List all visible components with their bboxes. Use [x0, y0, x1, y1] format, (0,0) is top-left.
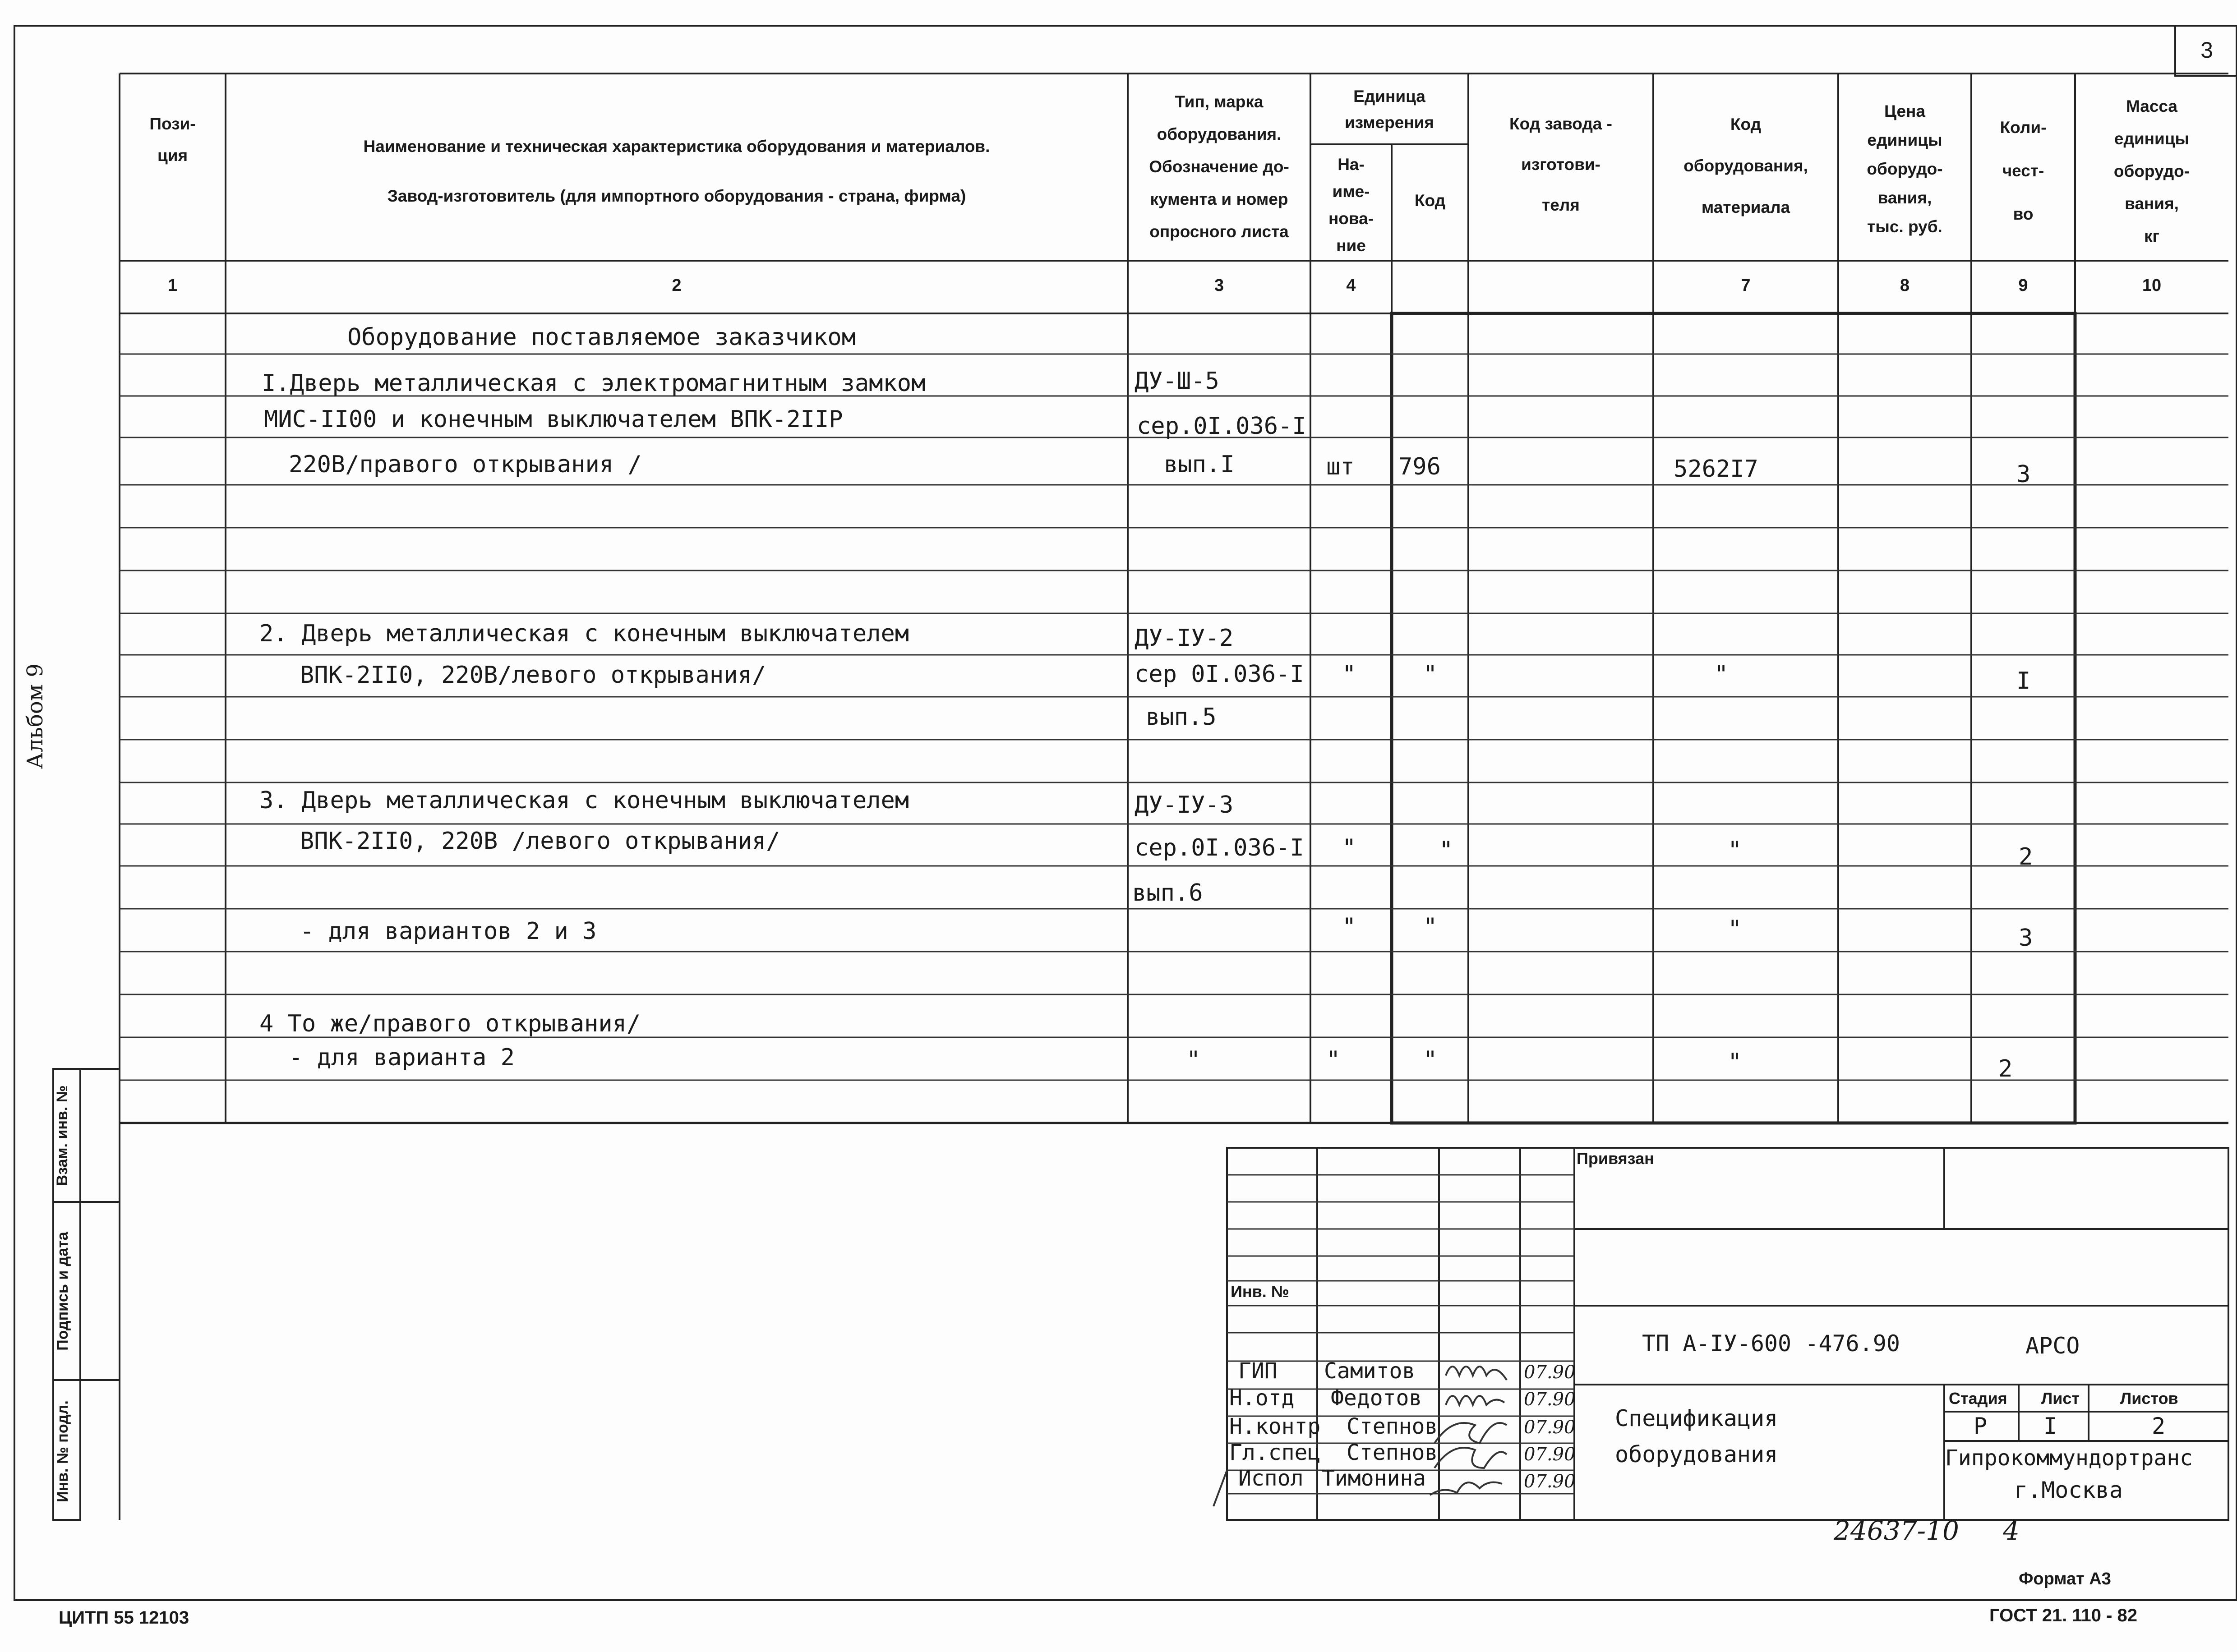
row4-name-a: 4 То же/правого открывания/	[259, 1010, 641, 1037]
col-number-3: 3	[1214, 276, 1224, 295]
gost-label: ГОСТ 21. 110 - 82	[1989, 1606, 2137, 1625]
citp-label: ЦИТП 55 12103	[59, 1608, 189, 1628]
row4-material-code: "	[1728, 1049, 1742, 1076]
row2-unit: "	[1342, 661, 1356, 688]
header-material-code: Код оборудования, материала	[1684, 115, 1808, 216]
doc-title: Спецификация оборудования	[1615, 1405, 1778, 1468]
name-samitov: Самитов	[1324, 1358, 1416, 1384]
role-n-kontr: Н.контр	[1229, 1414, 1321, 1439]
row2-material-code: "	[1714, 661, 1729, 688]
row1-name-c: 220В/правого открывания /	[289, 451, 642, 478]
col-number-10: 10	[2142, 276, 2162, 295]
row2-name-a: 2. Дверь металлическая с конечным выключателем	[259, 620, 909, 647]
handwritten-archive-number: 24637-10	[1834, 1515, 1959, 1546]
name-stepnov-2: Степнов	[1347, 1440, 1438, 1465]
org-city: г.Москва	[2014, 1477, 2123, 1503]
role-n-otd: Н.отд	[1229, 1385, 1295, 1411]
header-unit-code: Код	[1414, 191, 1446, 210]
row3-type-c: вып.6	[1132, 879, 1203, 907]
row1-name-a: I.Дверь металлическая с электромагнитным замком	[262, 370, 926, 397]
col-number-9: 9	[2018, 276, 2028, 295]
row4-quantity: 2	[1998, 1055, 2013, 1082]
margin-inv-podl: Инв. № подл.	[54, 1400, 71, 1502]
row1-type-c: вып.I	[1164, 451, 1235, 478]
col-number-7: 7	[1741, 276, 1751, 295]
date-3: 07.90	[1524, 1417, 1576, 1438]
margin-podpis-data: Подпись и дата	[54, 1232, 71, 1351]
margin-vzam-inv: Взам. инв. №	[54, 1085, 71, 1186]
section-title: Оборудование поставляемое заказчиком	[347, 324, 856, 351]
date-5: 07.90	[1524, 1471, 1576, 1492]
row3b-code: "	[1423, 913, 1438, 940]
row3-name-a: 3. Дверь металлическая с конечным выключателем	[259, 787, 909, 814]
row4-type: "	[1186, 1046, 1201, 1073]
doc-designation: ТП А-IУ-600 -476.90	[1642, 1330, 1900, 1357]
col-number-1: 1	[167, 276, 178, 295]
sheet-value: I	[2043, 1413, 2057, 1439]
row3b-name: - для вариантов 2 и 3	[300, 918, 597, 945]
row1-code: 796	[1398, 453, 1441, 480]
row2-type-a: ДУ-IУ-2	[1135, 625, 1234, 652]
col-number-4: 4	[1346, 276, 1356, 295]
row4-code: "	[1423, 1046, 1438, 1073]
privyazan-label: Привязан	[1577, 1149, 1654, 1168]
row3-type-b: сер.0I.036-I	[1135, 834, 1304, 861]
header-price: Цена единицы оборудо- вания, тыс. руб.	[1867, 102, 1943, 236]
row2-name-b: ВПК-2II0, 220В/левого открывания/	[300, 662, 766, 689]
row3-quantity: 2	[2019, 843, 2033, 870]
date-4: 07.90	[1524, 1444, 1576, 1465]
header-plant-code: Код завода - изготови- теля	[1509, 115, 1612, 214]
header-mass: Масса единицы оборудо- вания, кг	[2113, 97, 2190, 245]
album-label: Альбом 9	[23, 663, 48, 769]
header-quantity: Коли- чест- во	[2000, 118, 2047, 223]
row1-name-b: МИС-II00 и конечным выключателем ВПК-2IIР	[264, 406, 843, 433]
row3-material-code: "	[1728, 837, 1742, 864]
col-number-2: 2	[672, 276, 682, 295]
row2-quantity: I	[2016, 667, 2031, 695]
date-1: 07.90	[1524, 1362, 1576, 1383]
date-2: 07.90	[1524, 1389, 1576, 1410]
header-unit-name: На- име- нова- ние	[1328, 155, 1374, 255]
sheet-label: Лист	[2041, 1389, 2080, 1408]
format-label: Формат А3	[2019, 1569, 2111, 1588]
row2-type-b: сер 0I.036-I	[1135, 661, 1304, 688]
row2-code: "	[1423, 661, 1438, 688]
stage-value: Р	[1974, 1413, 1988, 1439]
org-name: Гипрокоммундортранс	[1945, 1445, 2193, 1471]
row3-type-a: ДУ-IУ-3	[1135, 791, 1234, 819]
row1-unit: шт	[1326, 453, 1355, 480]
col-number-8: 8	[1900, 276, 1910, 295]
row2-type-c: вып.5	[1146, 704, 1217, 731]
row3b-unit: "	[1342, 913, 1356, 940]
name-fedotov: Федотов	[1331, 1385, 1422, 1411]
header-unit-group: Единица измерения	[1344, 87, 1434, 132]
row4-unit: "	[1326, 1046, 1341, 1073]
row3b-material-code: "	[1728, 916, 1742, 943]
name-stepnov-1: Степнов	[1347, 1414, 1438, 1439]
inv-no-label: Инв. №	[1231, 1282, 1289, 1301]
row1-quantity: 3	[2016, 461, 2031, 488]
sheets-value: 2	[2152, 1413, 2166, 1439]
sheet-corner-number: 3	[2174, 25, 2237, 77]
header-position: Пози- ция	[149, 115, 196, 165]
name-timonina: Тимонина	[1322, 1466, 1426, 1491]
role-gl-spec: Гл.спец	[1229, 1440, 1321, 1465]
row3b-quantity: 3	[2019, 925, 2033, 952]
row4-name-b: - для варианта 2	[289, 1044, 515, 1071]
header-type: Тип, марка оборудования. Обозначение до- кумента и номер опросного листа	[1149, 92, 1289, 241]
row1-type-a: ДУ-Ш-5	[1135, 368, 1219, 395]
stage-label: Стадия	[1949, 1389, 2007, 1408]
role-ispol: Испол	[1238, 1466, 1304, 1491]
row3-unit: "	[1342, 834, 1356, 861]
sheets-label: Листов	[2120, 1389, 2178, 1408]
role-gip: ГИП	[1238, 1358, 1278, 1384]
row3-name-b: ВПК-2II0, 220В /левого открывания/	[300, 828, 780, 855]
header-name: Наименование и техническая характеристика оборудования и материалов. Завод-изготовитель (для импортного оборудования - страна, фирма)	[363, 137, 990, 205]
row1-material-code: 5262I7	[1674, 456, 1758, 483]
row3-code: "	[1439, 837, 1453, 864]
row1-type-b: сер.0I.036-I	[1137, 413, 1306, 440]
handwritten-sheet-number: 4	[2003, 1515, 2020, 1546]
org-short: АРСО	[2025, 1333, 2080, 1359]
